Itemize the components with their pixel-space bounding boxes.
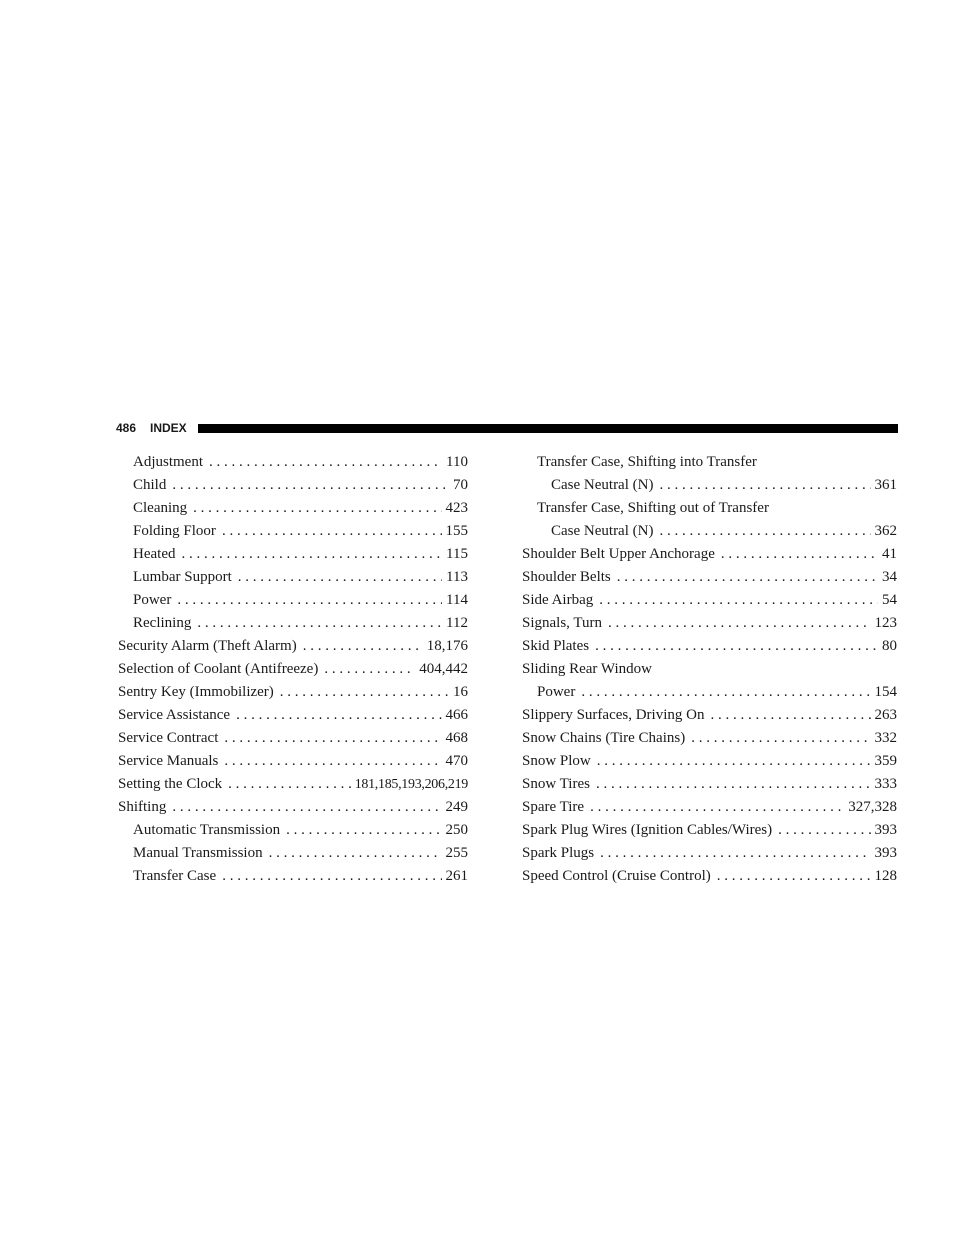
dot-leader [721,543,878,566]
index-entry-label: Shoulder Belts [522,569,611,585]
index-entry-page: 123 [874,615,897,631]
index-entry-label: Lumbar Support [133,569,232,585]
dot-leader [177,589,442,612]
index-entry [522,566,897,589]
index-entry-page: 181,185,193,206,219 [354,777,468,792]
index-entry-page: 18,176 [426,638,468,654]
index-entry-page: 255 [445,845,468,861]
index-entry-label: Shoulder Belt Upper Anchorage [522,546,715,562]
index-entry-page: 54 [882,592,897,608]
header-rule [198,424,898,433]
dot-leader [286,819,441,842]
index-entry-label: Spark Plugs [522,845,595,861]
index-entry-label: Cleaning [133,500,188,516]
dot-leader [209,451,442,474]
index-entry [522,865,897,888]
dot-leader [599,589,878,612]
index-entry-page: 128 [874,868,897,884]
index-entry-label: Case Neutral (N) [551,477,654,493]
index-entry-label: Power [537,684,576,700]
index-entry-label: Adjustment [133,454,203,470]
index-entry-page: 16 [453,684,468,700]
dot-leader [197,612,442,635]
index-entry [118,451,468,474]
index-entry-label: Service Contract [118,730,219,746]
index-entry-page: 327,328 [848,799,897,815]
index-entry-page: 468 [445,730,468,746]
index-entry-page: 80 [882,638,897,654]
index-entry [522,681,897,704]
dot-leader [236,704,441,727]
dot-leader [659,474,870,497]
index-entry-label: Selection of Coolant (Antifreeze) [118,661,319,677]
index-entry-label: Heated [133,546,176,562]
dot-leader [691,727,870,750]
dot-leader [172,474,449,497]
index-entry-page: 154 [874,684,897,700]
index-entry [522,612,897,635]
dot-leader [181,543,442,566]
index-entry-page: 114 [446,592,468,608]
index-entry [118,635,468,658]
index-entry-page: 110 [446,454,468,470]
index-entry-page: 112 [446,615,468,631]
dot-leader [710,704,870,727]
index-entry [522,635,897,658]
index-entry [118,589,468,612]
index-entry-label: Spark Plug Wires (Ignition Cables/Wires) [522,822,773,838]
dot-leader [193,497,441,520]
index-entry-page: 34 [882,569,897,585]
index-entry [522,474,897,497]
index-entry-label: Speed Control (Cruise Control) [522,868,711,884]
index-entry-page: 115 [446,546,468,562]
index-entry [118,612,468,635]
index-entry-label: Transfer Case, Shifting into Transfer [537,454,757,470]
index-entry-page: 470 [445,753,468,769]
index-entry [522,704,897,727]
index-entry [118,497,468,520]
dot-leader [222,865,441,888]
index-entry-label: Setting the Clock [118,776,223,792]
index-entry [118,819,468,842]
dot-leader [269,842,442,865]
index-entry-page: 423 [445,500,468,516]
index-entry-label: Snow Tires [522,776,590,792]
dot-leader [238,566,442,589]
index-entry [118,865,468,888]
index-entry [118,566,468,589]
dot-leader [590,796,844,819]
index-entry-label: Transfer Case [133,868,217,884]
index-entry-label: Slippery Surfaces, Driving On [522,707,705,723]
index-entry [118,727,468,750]
index-entry-label: Service Manuals [118,753,219,769]
index-entry-page: 466 [445,707,468,723]
index-entry [118,658,468,681]
index-entry-label: Snow Plow [522,753,591,769]
index-entry-page: 113 [446,569,468,585]
index-entry-label: Side Airbag [522,592,594,608]
index-entry-label: Signals, Turn [522,615,603,631]
dot-leader [608,612,870,635]
index-entry [522,543,897,566]
index-entry-label: Shifting [118,799,167,815]
index-entry [118,796,468,819]
index-entry-label: Power [133,592,172,608]
index-entry [118,474,468,497]
dot-leader [596,773,871,796]
index-entry-page: 261 [445,868,468,884]
index-entry-page: 333 [874,776,897,792]
index-entry [118,543,468,566]
index-entry [118,681,468,704]
dot-leader [303,635,423,658]
dot-leader [581,681,870,704]
index-entry-label: Folding Floor [133,523,216,539]
index-entry [118,750,468,773]
index-entry [522,497,897,520]
index-entry [522,750,897,773]
index-entry-page: 393 [874,845,897,861]
index-entry-page: 155 [445,523,468,539]
dot-leader [597,750,871,773]
index-column-left [118,451,468,888]
index-entry-label: Case Neutral (N) [551,523,654,539]
section-title: INDEX [150,421,187,435]
index-entry-label: Child [133,477,167,493]
index-entry [522,773,897,796]
dot-leader [228,773,351,796]
index-entry [118,773,468,796]
dot-leader [224,750,441,773]
index-entry-label: Reclining [133,615,192,631]
index-entry-page: 249 [445,799,468,815]
index-entry [522,796,897,819]
dot-leader [595,635,878,658]
dot-leader [224,727,441,750]
page-number: 486 [116,421,137,435]
index-entry-label: Automatic Transmission [133,822,281,838]
index-entry-page: 250 [445,822,468,838]
index-entry-page: 70 [453,477,468,493]
index-entry [118,704,468,727]
index-entry-label: Transfer Case, Shifting out of Transfer [537,500,769,516]
index-entry-page: 362 [874,523,897,539]
page-header [116,420,898,438]
index-entry-label: Sliding Rear Window [522,661,652,677]
index-entry-page: 332 [874,730,897,746]
index-entry [118,520,468,543]
index-entry [522,819,897,842]
dot-leader [280,681,449,704]
dot-leader [172,796,441,819]
index-entry [522,727,897,750]
index-entry-page: 41 [882,546,897,562]
index-entry-page: 404,442 [419,661,468,677]
index-entry [522,451,897,474]
dot-leader [659,520,870,543]
index-entry [522,658,897,681]
index-entry [118,842,468,865]
index-entry-label: Manual Transmission [133,845,263,861]
index-entry-label: Service Assistance [118,707,231,723]
dot-leader [717,865,871,888]
index-entry-page: 263 [874,707,897,723]
dot-leader [324,658,415,681]
index-entry-label: Sentry Key (Immobilizer) [118,684,274,700]
index-entry-label: Security Alarm (Theft Alarm) [118,638,297,654]
index-entry-label: Skid Plates [522,638,590,654]
index-entry [522,842,897,865]
dot-leader [778,819,870,842]
index-entry [522,589,897,612]
index-column-right [522,451,897,888]
index-entry-page: 359 [874,753,897,769]
index-entry-page: 393 [874,822,897,838]
index-entry-label: Snow Chains (Tire Chains) [522,730,686,746]
index-entry-page: 361 [874,477,897,493]
index-entry [522,520,897,543]
index-entry-label: Spare Tire [522,799,585,815]
dot-leader [600,842,870,865]
dot-leader [617,566,878,589]
dot-leader [222,520,442,543]
